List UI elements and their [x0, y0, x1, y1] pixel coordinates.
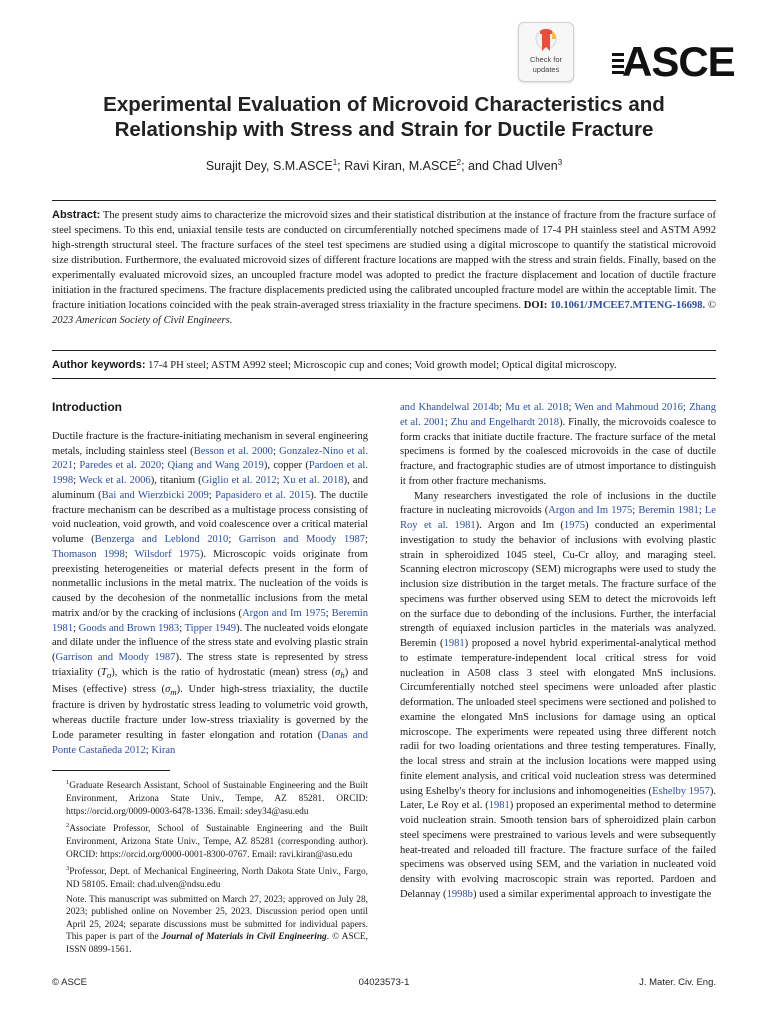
footnote-2-text: Associate Professor, School of Sustainable Engineering and the Built Environment, Arizona State Univ., Tempe, AZ 85281 (corresponding author). ORCID: https://orcid.org/0000-0001-8300-0767. Email: ravi.kiran@asu.edu: [66, 824, 368, 860]
footnote-1-marker: 1: [66, 779, 70, 787]
citation-link[interactable]: Weck et al. 2006: [78, 475, 151, 486]
body-paragraph: [52, 430, 368, 759]
math-symbol: T: [101, 666, 107, 678]
note-end: . © ASCE, ISSN 0899-1561.: [66, 932, 368, 955]
citation-link[interactable]: Le Roy et al. 1981: [400, 505, 716, 531]
keywords-heading: Author keywords:: [52, 359, 146, 371]
citation-link[interactable]: Mu et al. 2018: [505, 402, 569, 413]
copyright-notice: © 2023 American Society of Civil Engineers.: [52, 300, 716, 326]
citation-link[interactable]: Xu et al. 2018: [282, 475, 344, 486]
author-1: Surajit Dey, S.M.ASCE: [205, 159, 333, 174]
text-run: ) proposed an experimental method to determine void nucleation strain. Smooth tension bars of spheroidized plain carbon steel specimens were prestrained to various levels and were subsequently heat-treated and reloaded till fracture. The fracture surface of the failed specimens was observed using SEM, and the variation in nucleated void density with evolving macroscopic strain was reported. Pardoen and Delannay (: [400, 800, 716, 900]
text-run: ). The ductile fracture mechanism can be described as a multistage process consisting of void nucleation, void growth, and void coalescence over a critical material volume (: [52, 489, 368, 545]
text-run: ;: [73, 460, 80, 472]
author-sep: ;: [337, 159, 345, 174]
math-subscript: σ: [106, 669, 112, 680]
text-run: ;: [682, 402, 690, 413]
citation-link[interactable]: Zhu and Engelhardt 2018: [450, 416, 560, 428]
citation-link[interactable]: Argon and Im 1975: [242, 607, 326, 619]
text-run: ). Finally, the microvoids coalesce to form cracks that initiate ductile fracture. The fracture surface of the metal specimens is formed by the coalesced microvoids in the case of ductile fracture, and fractographic studies are of utmost importance to distinguish it from other fracture mechanisms.: [400, 416, 716, 487]
footnote-1-text: Graduate Research Assistant, School of Sustainable Engineering and the Built Environment, Arizona State Univ., Tempe, AZ 85281. ORCID: https://orcid.org/0009-0003-6478-1336. Email: sdey34@asu.edu: [66, 781, 368, 817]
text-run: ;: [73, 475, 79, 486]
text-run: ). Later, Le Roy et al. (: [400, 785, 716, 812]
text-run: ) conducted an experimental investigation to study the behavior of inclusions with evolving plastic strain in spheroidized 1045 steel, Cu-Cr alloy, and maraging steel. Scanning electron microscopy (SEM) micrographs were used to study the inclusion size distribution in the target metals. The fracture surface of the specimens was further observed using SEM to detect the microvoids left on the surface due to debonding of the inclusions. Further, the interfacial strength of equiaxed inclusion particles in the materials was analyzed. Beremin (: [400, 520, 716, 649]
body-paragraph: [400, 401, 716, 490]
citation-link[interactable]: Paredes et al. 2020: [79, 460, 162, 472]
text-run: ). The nucleated voids elongate and dilate under the influence of the stress state and evolving plastic strain (: [52, 622, 368, 663]
footnote-2-marker: 2: [66, 822, 70, 830]
citation-link[interactable]: Giglio et al. 2012: [201, 475, 277, 486]
badge-label-2: updates: [532, 65, 560, 74]
text-run: ;: [276, 475, 283, 486]
citation-link[interactable]: Kiran: [151, 744, 176, 756]
citation-link[interactable]: 1981: [443, 638, 465, 649]
text-run: ;: [698, 505, 705, 517]
citation-link[interactable]: Eshelby 1957: [652, 785, 710, 797]
citation-link[interactable]: Beremin 1981: [52, 607, 368, 634]
abstract-text: The present study aims to characterize the microvoid sizes and their statistical distribution at the instance of fracture from the fracture surface of steel specimens. To this end, uniaxial tensile tests are conducted on circumferentially notched specimens made of 17-4 PH stainless steel and ASTM A992 high-strength structural steel. The fracture surfaces of the steel test specimens are studied using a digital microscope to quantify the statistical microvoid size distribution. Furthermore, the evaluated microvoid sizes of different fracture locations are mapped with the stress and strain fields. Finally, based on the experimentally evaluated microvoid sizes, an uncoupled fracture model was adopted to predict the fracture displacement and location of ductile fracture initiation in the fractured specimens. The fracture displacements predicted using the calibrated uncoupled fracture model are within the acceptable limit. The fracture initiation locations coincided with the peak strain-averaged stress triaxiality in the fracture specimens.: [52, 210, 716, 311]
text-run: ) proposed a novel hybrid experimental-analytical method to estimate temperature-independent local critical stress for void nucleation in A508 class 3 steel with elongated MnS inclusions. Circumferentially notched steel specimens were unloaded after plastic deformation. The unloaded steel specimens were sectioned and polished to examine the elongated MnS inclusions for damage using an optical microscope. The experiments were repeated using three different notch radii for two loading orientations and three testing temperatures. Finally, the local stress and strain at the inclusion locations were mapped using finite element analysis, and critical void nucleation stress was determined using Eshelby's theory for inclusions and inhomogeneities (: [400, 638, 717, 797]
asce-logo: [612, 40, 735, 84]
text-run: ), copper (: [263, 460, 309, 472]
text-run: ;: [325, 607, 332, 619]
math-subscript: m: [170, 686, 177, 697]
body-paragraph: [400, 490, 716, 903]
footnote-1: [52, 777, 368, 818]
citation-link[interactable]: 1975: [563, 520, 586, 531]
text-run: ;: [632, 505, 639, 517]
manuscript-note: [52, 894, 368, 957]
text-run: ;: [179, 622, 185, 634]
footnote-3-marker: 3: [66, 865, 70, 873]
text-run: ;: [228, 534, 239, 545]
text-run: ). Microscopic voids originate from preexisting heterogeneities or material defects present in the form of nonmetallic inclusions in the metal matrix. The nucleation of the voids is caused by the decohesion of the nonmetallic inclusions from the metal matrix and/or by the cracking of inclusions (: [52, 548, 368, 619]
citation-link[interactable]: Pardoen et al. 1998: [52, 460, 368, 486]
text-run: ) used a similar experimental approach to investigate the: [472, 888, 712, 900]
citation-link[interactable]: 1998b: [446, 888, 473, 900]
divider-mid: [52, 350, 716, 351]
abstract: [52, 208, 716, 328]
text-run: ). Argon and Im (: [475, 520, 564, 531]
text-run: ;: [145, 744, 152, 756]
text-run: ;: [568, 402, 575, 413]
text-run: ;: [499, 402, 506, 413]
text-run: ) and Mises (effective) stress (: [52, 666, 368, 695]
doi-link[interactable]: 10.1061/JMCEE7.MTENG-16698.: [550, 300, 706, 311]
math-symbol: σ: [335, 666, 341, 678]
citation-link[interactable]: Benzerga and Leblond 2010: [94, 534, 229, 545]
text-run: Many researchers investigated the role of inclusions in the ductile fracture in nucleating microvoids (: [400, 490, 716, 517]
math-subscript: h: [340, 669, 345, 680]
text-run: ;: [124, 548, 135, 560]
math-symbol: σ: [165, 683, 171, 695]
citation-link[interactable]: Tipper 1949: [184, 622, 237, 634]
divider-top: [52, 200, 716, 201]
abstract-heading: Abstract:: [52, 209, 101, 221]
footnote-3: [52, 863, 368, 891]
footnote-2: [52, 820, 368, 861]
asce-logo-text: ASCE: [622, 38, 735, 85]
author-keywords: [52, 358, 716, 373]
citation-link[interactable]: Zhang et al. 2001: [400, 402, 717, 428]
citation-link[interactable]: Papasidero et al. 2015: [215, 489, 311, 501]
footnote-divider: [52, 770, 170, 771]
text-run: ), and aluminum (: [52, 475, 369, 501]
author-1-sup: 1: [332, 158, 338, 167]
citation-link[interactable]: Wilsdorf 1975: [134, 548, 200, 560]
check-for-updates-badge[interactable]: [518, 22, 574, 82]
text-run: Ductile fracture is the fracture-initiating mechanism in several engineering metals, including stainless steel (: [52, 430, 368, 457]
citation-link[interactable]: Gonzalez-Nino et al. 2021: [52, 445, 368, 472]
journal-name: Journal of Materials in Civil Engineering: [161, 932, 327, 943]
right-column: [400, 401, 716, 903]
text-run: ;: [161, 460, 168, 472]
text-run: ;: [208, 489, 216, 501]
citation-link[interactable]: Besson et al. 2000: [193, 445, 273, 457]
text-run: ). Under high-stress triaxiality, the ductile fracture is driven by hydrostatic stress leading to volumetric void growth, whereas ductile fracture under low-stress triaxiality is governed by the Lode parameter resulting in faster elongation and rotation (: [52, 683, 368, 741]
divider-bottom: [52, 378, 716, 379]
footnote-3-text: Professor, Dept. of Mechanical Engineering, North Dakota State Univ., Fargo, ND 58105. Email: chad.ulven@ndsu.edu: [66, 867, 368, 890]
citation-link[interactable]: Garrison and Moody 1987: [238, 534, 366, 545]
section-heading-introduction: Introduction: [52, 400, 122, 414]
footer-article-number: 04023573-1: [358, 977, 410, 988]
paper-title: Experimental Evaluation of Microvoid Characteristics and Relationship with Stress and Strain for Ductile Fracture: [103, 93, 665, 141]
text-run: ), titanium (: [150, 475, 202, 486]
citation-link[interactable]: Qiang and Wang 2019: [167, 460, 264, 472]
text-run: ;: [73, 622, 79, 634]
citation-link[interactable]: Thomason 1998: [52, 548, 125, 560]
text-run: ). The stress state is represented by stress triaxiality (: [52, 652, 369, 678]
citation-link[interactable]: Beremin 1981: [638, 505, 699, 517]
doi-label: DOI:: [523, 300, 548, 311]
left-column: [52, 400, 368, 959]
author-2: Ravi Kiran, M.ASCE: [344, 159, 457, 174]
citation-link[interactable]: Bai and Wierzbicki 2009: [101, 489, 209, 501]
author-list: [60, 158, 708, 173]
keywords-text: 17-4 PH steel; ASTM A992 steel; Microscopic cup and cones; Void growth model; Optical digital microscopy.: [148, 360, 617, 371]
text-run: ;: [444, 416, 451, 428]
author-2-sup: 2: [456, 158, 462, 167]
citation-link[interactable]: 1981: [488, 800, 510, 812]
author-3: Chad Ulven: [492, 159, 558, 174]
text-run: ;: [272, 445, 280, 457]
citation-link[interactable]: Goods and Brown 1983: [78, 622, 180, 634]
citation-link[interactable]: Danas and Ponte Castañeda 2012: [52, 729, 368, 756]
text-run: ;: [365, 534, 368, 545]
citation-link[interactable]: Garrison and Moody 1987: [55, 652, 176, 663]
footer-journal-abbrev: J. Mater. Civ. Eng.: [639, 977, 716, 988]
text-run: ), which is the ratio of hydrostatic (mean) stress (: [111, 666, 336, 678]
badge-label-1: Check for: [529, 55, 563, 64]
footer-copyright: © ASCE: [52, 977, 87, 988]
bookmark-ribbon-icon: [535, 28, 557, 54]
note-text: Note. This manuscript was submitted on March 27, 2023; approved on July 28, 2023; published online on November 25, 2023. Discussion period open until April 25, 2024; separate discussions must be submitted for individual papers. This paper is part of the: [66, 894, 368, 943]
citation-link[interactable]: Argon and Im 1975: [548, 505, 633, 517]
citation-link[interactable]: and Khandelwal 2014b: [400, 402, 500, 413]
author-3-sup: 3: [557, 158, 563, 167]
citation-link[interactable]: Wen and Mahmoud 2016: [574, 402, 683, 413]
author-sep: ; and: [461, 159, 493, 174]
